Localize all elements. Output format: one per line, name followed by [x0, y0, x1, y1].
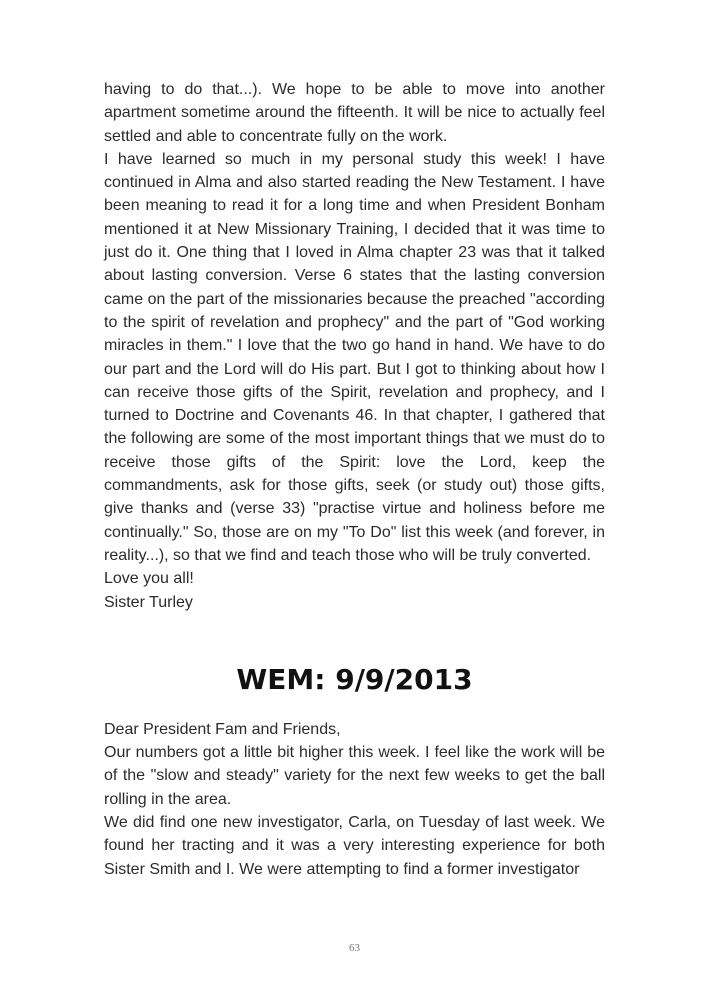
- salutation: Dear President Fam and Friends,: [104, 720, 341, 738]
- paragraph-personal-study: I have learned so much in my personal study this week! I have continued in Alma and also started reading the New Testament. I have been meaning to read it for a long time and when President Bonham mentioned it at New Missionary Training, I decided that it was time to just do it. One thing that I loved in Alma chapter 23 was that it talked about lasting conversion. Verse 6 states that the lasting conversion came on the part of the missionaries because the preached "according to the spirit of revelation and prophecy" and the part of "God working miracles in them." I love that the two go hand in hand. We have to do our part and the Lord will do His part. But I got to thinking about how I can receive those gifts of the Spirit, revelation and prophecy, and I turned to Doctrine and Covenants 46. In that chapter, I gathered that the following are some of the most important things that we must do to receive those gifts of the Spirit: love the Lord, keep the commandments, ask for those gifts, seek (or study out) those gifts, give thanks and (verse 33) "practise virtue and holiness before me continually." So, those are on my "To Do" list this week (and forever, in reality...), so that we find and teach those who will be truly converted.: [104, 150, 605, 564]
- text-column: [104, 78, 605, 881]
- section-heading: WEM: 9/9/2013: [236, 662, 473, 696]
- paragraph-apartment: having to do that...). We hope to be able to move into another apartment sometime around the fifteenth. It will be nice to actually feel settled and able to concentrate fully on the work.: [104, 81, 605, 145]
- paragraph-numbers: Our numbers got a little bit higher this week. I feel like the work will be of the "slow and steady" variety for the next few weeks to get the ball rolling in the area.: [104, 744, 605, 808]
- paragraph-new-investigator: We did find one new investigator, Carla, on Tuesday of last week. We found her tracting and it was a very interesting experience for both Sister Smith and I. We were attempting to find a former investigator: [104, 814, 605, 878]
- signature: Sister Turley: [104, 593, 193, 611]
- page-number: 63: [349, 942, 360, 954]
- closing-line: Love you all!: [104, 570, 194, 588]
